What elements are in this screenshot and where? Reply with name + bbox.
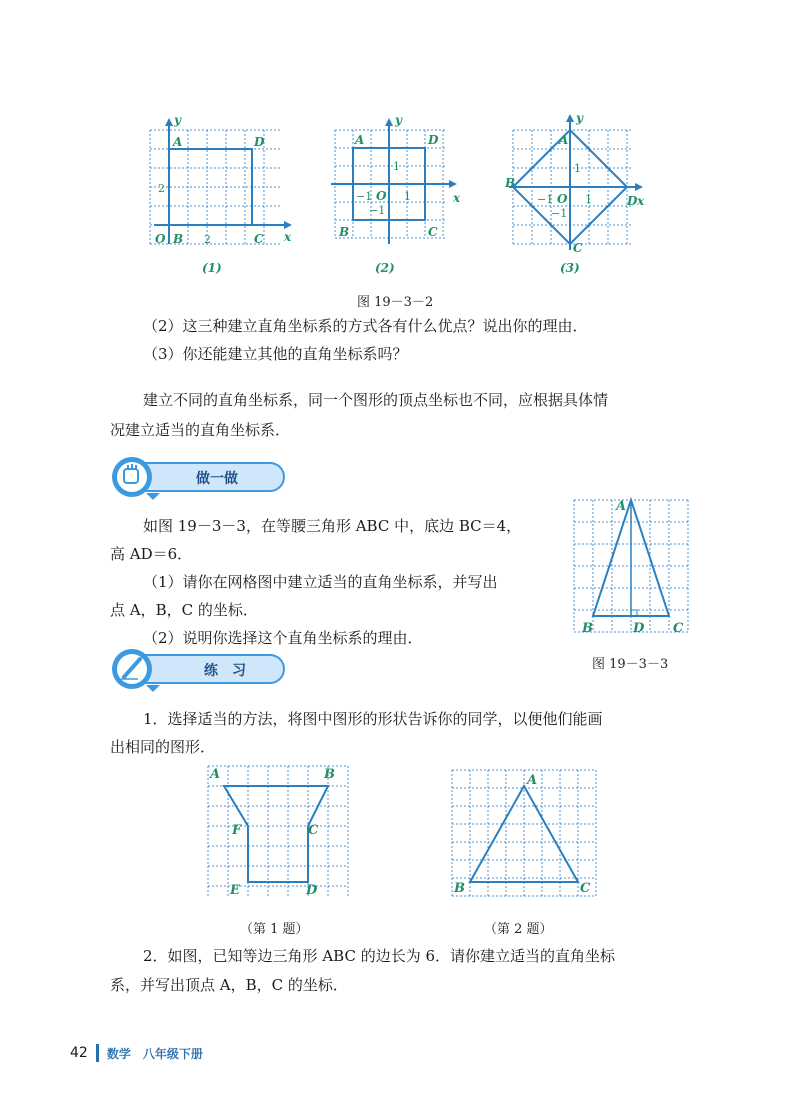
point-A: A: [173, 135, 183, 149]
panel-label-2: (2): [375, 261, 395, 275]
axis-x-label-2: x: [453, 191, 461, 205]
point-D: D: [306, 883, 318, 898]
point-B: B: [173, 232, 184, 246]
point-D: D: [633, 621, 645, 636]
tick-neg1-x: −1: [356, 190, 373, 203]
axis-y-label-2: y: [395, 113, 402, 127]
point-A: A: [616, 499, 627, 514]
figure-19-3-3: [570, 492, 695, 642]
footer-divider: [96, 1044, 99, 1062]
point-C: C: [308, 823, 319, 838]
page-footer: [70, 1044, 203, 1062]
point-E: E: [230, 883, 240, 898]
tick-1-y: 1: [574, 162, 581, 175]
exercise-2-figure: [448, 766, 600, 901]
exercise-2-line-1: 2．如图，已知等边三角形 ABC 的边长为 6．请你建立适当的直角坐标: [143, 947, 616, 965]
exercise-1-line-2: 出相同的图形．: [110, 738, 216, 756]
activity-banner-title: 做一做: [196, 471, 238, 487]
tick-neg1-y: −1: [369, 204, 386, 217]
activity-q1b: 点 A，B，C 的坐标．: [110, 601, 258, 619]
point-A: A: [527, 773, 538, 788]
activity-line-2: 高 AD＝6．: [110, 545, 193, 563]
practice-banner: [106, 647, 286, 697]
summary-line-2: 况建立适当的直角坐标系．: [110, 421, 291, 439]
coordinate-panel-1: [140, 110, 300, 280]
activity-banner: [106, 455, 286, 505]
tick-neg1-x: −1: [537, 193, 554, 206]
exercise-2-line-2: 系，并写出顶点 A，B，C 的坐标．: [110, 976, 348, 994]
exercise-1-line-1: 1．选择适当的方法，将图中图形的形状告诉你的同学，以便他们能画: [143, 710, 603, 728]
tick-1-x: 1: [404, 190, 411, 203]
point-A: A: [559, 133, 569, 147]
coordinate-panel-2: [325, 110, 485, 280]
coordinate-panel-3: [505, 110, 665, 280]
point-B: B: [582, 621, 593, 636]
point-B: B: [505, 176, 516, 190]
axis-x-label-1: x: [284, 230, 292, 244]
figure-19-3-2: [140, 110, 660, 280]
point-F: F: [232, 823, 242, 838]
point-C: C: [673, 621, 684, 636]
question-3-text: （3）你还能建立其他的直角坐标系吗？: [143, 345, 408, 363]
book-title: 数学 八年级下册: [106, 1046, 203, 1061]
question-2-text: （2）这三种建立直角坐标系的方式各有什么优点？说出你的理由．: [143, 317, 588, 335]
point-C: C: [573, 241, 583, 255]
exercise-1-figure: [204, 760, 354, 905]
point-O: O: [155, 232, 166, 246]
point-O: O: [376, 189, 387, 203]
point-A: A: [355, 133, 365, 147]
point-B: B: [454, 881, 465, 896]
practice-banner-title: 练 习: [204, 663, 246, 679]
tick-2-x: 2: [204, 233, 211, 246]
figure-caption-19-3-2: 图 19－3－2: [357, 295, 434, 310]
point-D: D: [428, 133, 439, 147]
tick-1-x: 1: [585, 193, 592, 206]
point-D: D: [627, 194, 638, 208]
activity-line-1: 如图 19－3－3，在等腰三角形 ABC 中，底边 BC＝4，: [143, 517, 522, 535]
panel-label-1: (1): [202, 261, 222, 275]
page-number: 42: [70, 1045, 88, 1061]
axis-y-label-1: y: [174, 113, 181, 127]
tick-1-y: 1: [393, 160, 400, 173]
axis-y-label-3: y: [576, 111, 583, 125]
exercise-1-caption: （第 1 题）: [240, 922, 309, 937]
figure-caption-19-3-3: 图 19－3－3: [592, 657, 669, 672]
point-B: B: [324, 767, 335, 782]
activity-q2: （2）说明你选择这个直角坐标系的理由．: [143, 629, 423, 647]
tick-neg1-y: −1: [551, 207, 568, 220]
point-O: O: [557, 192, 568, 206]
summary-line-1: 建立不同的直角坐标系，同一个图形的顶点坐标也不同，应根据具体情: [143, 391, 609, 409]
point-C: C: [580, 881, 591, 896]
exercise-2-caption: （第 2 题）: [484, 922, 553, 937]
activity-q1a: （1）请你在网格图中建立适当的直角坐标系，并写出: [143, 573, 498, 591]
point-C: C: [428, 225, 438, 239]
axis-x-label-3: x: [637, 194, 645, 208]
point-D: D: [254, 135, 265, 149]
point-C: C: [254, 232, 264, 246]
point-A: A: [210, 767, 221, 782]
panel-label-3: (3): [560, 261, 580, 275]
tick-2-y: 2: [158, 182, 165, 195]
point-B: B: [339, 225, 350, 239]
